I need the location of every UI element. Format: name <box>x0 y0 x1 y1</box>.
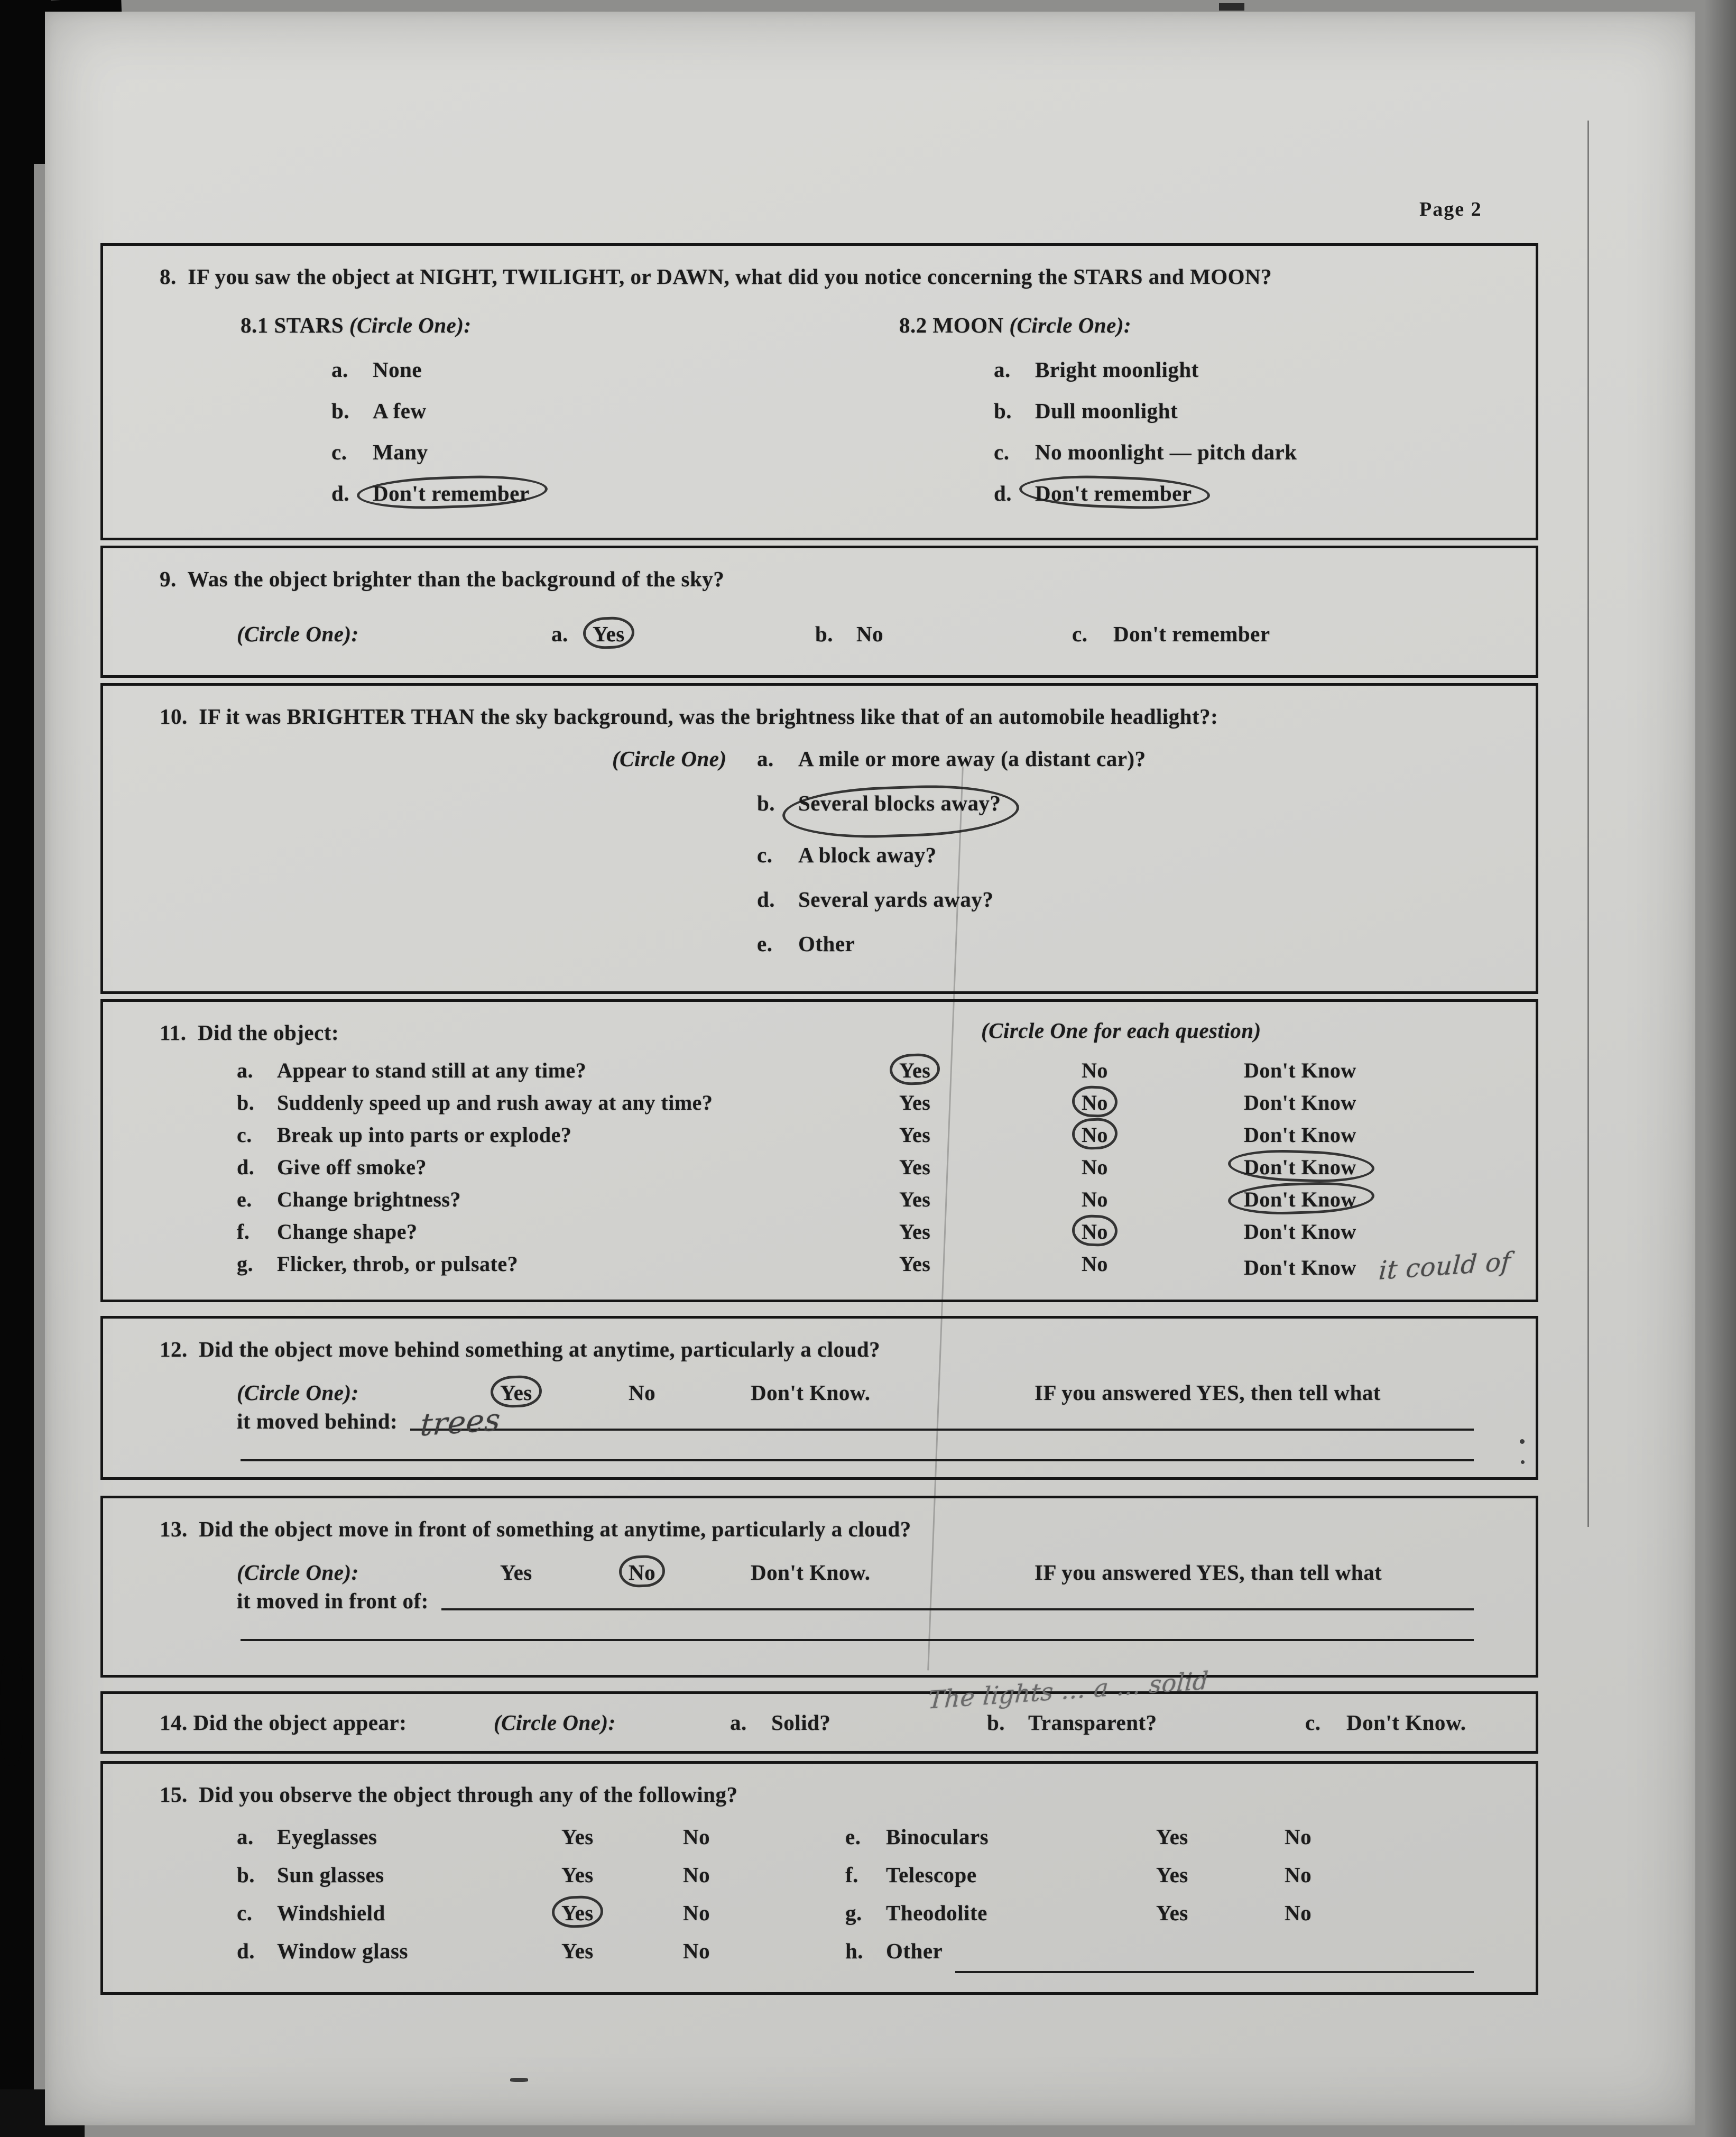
answer-yes <box>899 1058 1082 1090</box>
row-question: Change brightness? <box>277 1187 461 1211</box>
questionnaire-form <box>100 243 1538 1995</box>
option <box>994 439 1515 481</box>
option-label: A mile or more away (a distant car)? <box>798 747 1146 771</box>
circle-one-label: (Circle One): <box>237 622 359 646</box>
row-key: c. <box>237 1901 253 1925</box>
option-label: Bright moonlight <box>1035 357 1199 382</box>
handwritten-answer: trees <box>419 1401 502 1443</box>
table-row <box>124 1938 1515 1976</box>
circle-annotation: No <box>1082 1220 1108 1243</box>
option-label: No moonlight — pitch dark <box>1035 440 1297 464</box>
option-key: b. <box>987 1710 1005 1735</box>
row-key: f. <box>237 1220 250 1243</box>
option <box>331 398 819 439</box>
option-key: a. <box>331 357 348 382</box>
answer-line <box>241 1459 1474 1461</box>
circle-annotation: Don't remember <box>373 481 530 505</box>
question-10-options <box>124 746 1515 975</box>
moon-options <box>899 357 1515 522</box>
answer-dont-know: Don't Know. <box>751 1380 871 1405</box>
answer-line <box>241 1639 1474 1641</box>
answer-no: No <box>683 1863 710 1887</box>
question-13-title: 13. Did the object move in front of something at anytime, particularly a cloud? <box>160 1517 911 1541</box>
row-key: e. <box>845 1825 861 1849</box>
row-key: e. <box>237 1187 252 1211</box>
table-row <box>124 1862 1515 1900</box>
scan-artifact <box>0 0 51 164</box>
answer-dont-know <box>1244 1187 1515 1219</box>
circle-annotation: No <box>1082 1123 1108 1147</box>
row-key: c. <box>237 1123 252 1147</box>
stars-options <box>241 357 819 522</box>
circle-annotation: Yes <box>500 1380 532 1405</box>
paper <box>45 12 1695 2125</box>
prompt-label: it moved behind: <box>237 1409 398 1433</box>
option-key: c. <box>757 843 773 867</box>
answer-dont-know: Don't Know <box>1244 1058 1356 1082</box>
question-12-options <box>124 1380 1515 1405</box>
scan-artifact <box>1219 3 1244 11</box>
option <box>730 1710 987 1735</box>
answer-dont-know <box>1244 1247 1515 1286</box>
answer-dont-know: Don't Know <box>1244 1123 1356 1147</box>
table-row <box>124 1122 1515 1155</box>
answer-yes: Yes <box>561 1863 594 1887</box>
question-11-rows <box>124 1058 1515 1284</box>
option <box>551 621 815 647</box>
row-question: Appear to stand still at any time? <box>277 1058 587 1082</box>
option <box>994 357 1515 398</box>
circle-annotation: Yes <box>561 1901 594 1925</box>
scan-artifact <box>0 0 34 2137</box>
option-key: a. <box>730 1710 747 1735</box>
option-label: Solid? <box>771 1710 831 1735</box>
scan-artifact <box>1704 0 1736 2137</box>
answer-dont-know: Don't Know <box>1244 1220 1356 1243</box>
option-key: b. <box>757 791 775 815</box>
moon-heading-label: 8.2 MOON <box>899 313 1004 337</box>
circle-annotation: Yes <box>593 622 625 646</box>
row-key: d. <box>237 1939 255 1963</box>
option-key: e. <box>757 932 773 956</box>
answer-yes: Yes <box>1156 1863 1188 1887</box>
option <box>612 746 1515 790</box>
answer-dont-know: Don't Know <box>1244 1091 1356 1114</box>
option-key: a. <box>757 747 774 771</box>
answer-label: Don't Know <box>1244 1256 1356 1279</box>
table-row <box>124 1219 1515 1251</box>
option <box>994 481 1515 522</box>
circle-annotation: No <box>629 1560 656 1585</box>
stars-heading-label: 8.1 STARS <box>241 313 344 337</box>
answer-yes: Yes <box>899 1155 931 1179</box>
answer-no: No <box>1082 1187 1108 1211</box>
table-row <box>124 1247 1515 1286</box>
option-key: d. <box>757 887 775 911</box>
option-label: A few <box>373 399 427 423</box>
question-12-box <box>100 1316 1538 1480</box>
option <box>331 481 819 522</box>
answer-yes: Yes <box>899 1187 931 1211</box>
row-label: Windshield <box>277 1901 385 1925</box>
circle-annotation: Don't Know <box>1244 1155 1356 1179</box>
if-yes-instruction: IF you answered YES, then tell what <box>1035 1380 1381 1405</box>
option-label: Transparent? <box>1028 1710 1157 1735</box>
if-yes-instruction: IF you answered YES, than tell what <box>1035 1560 1382 1585</box>
answer-yes: Yes <box>899 1220 931 1243</box>
circle-annotation: Don't Know <box>1244 1187 1356 1211</box>
table-row <box>124 1900 1515 1938</box>
option-label: Don't Know. <box>1346 1710 1466 1735</box>
answer-dont-know <box>1244 1155 1515 1187</box>
option-label: No <box>856 622 884 646</box>
answer-line <box>955 1938 1474 1973</box>
row-question: Break up into parts or explode? <box>277 1123 572 1147</box>
question-10-box <box>100 683 1538 994</box>
answer-dont-know: Don't Know. <box>751 1560 871 1585</box>
option-key: b. <box>815 622 834 646</box>
answer-yes: Yes <box>561 1825 594 1849</box>
question-9-box <box>100 546 1538 678</box>
answer-no: No <box>1285 1863 1312 1887</box>
stars-column <box>124 312 819 522</box>
moon-heading <box>899 312 1515 338</box>
row-key: b. <box>237 1863 255 1887</box>
answer-no: No <box>1082 1058 1108 1082</box>
question-8-box <box>100 243 1538 540</box>
moon-circle-one: (Circle One): <box>1009 313 1132 337</box>
option <box>612 790 1515 835</box>
stars-heading <box>241 312 819 338</box>
answer-yes: Yes <box>561 1939 594 1963</box>
answer-yes <box>561 1900 683 1938</box>
other-field <box>886 1938 1515 1976</box>
option-label: Many <box>373 440 428 464</box>
row-key: a. <box>237 1825 254 1849</box>
question-13-box <box>100 1496 1538 1678</box>
answer-no <box>1082 1219 1244 1251</box>
row-label: Other <box>886 1939 943 1963</box>
row-key: g. <box>845 1901 862 1925</box>
option-label: A block away? <box>798 843 937 867</box>
question-13-prompt <box>124 1588 1515 1614</box>
option-key: d. <box>331 481 350 505</box>
question-8-title: 8. IF you saw the object at NIGHT, TWILIGHT, or DAWN, what did you notice concerning the STARS and MOON? <box>160 264 1272 289</box>
option-label: None <box>373 357 422 382</box>
option <box>612 887 1515 931</box>
answer-yes: Yes <box>500 1560 532 1585</box>
circle-annotation: Several blocks away? <box>798 790 1001 835</box>
answer-no: No <box>629 1380 656 1405</box>
answer-no: No <box>683 1825 710 1849</box>
question-9-title: 9. Was the object brighter than the background of the sky? <box>160 567 725 591</box>
option-label: Dull moonlight <box>1035 399 1178 423</box>
option <box>331 357 819 398</box>
stars-circle-one: (Circle One): <box>349 313 472 337</box>
option <box>1305 1710 1515 1735</box>
question-12-prompt <box>124 1401 1515 1443</box>
answer-no: No <box>1082 1155 1108 1179</box>
scan-artifact <box>1587 121 1589 1527</box>
option <box>815 621 1072 647</box>
option <box>331 439 819 481</box>
question-13-options <box>124 1560 1515 1585</box>
handwritten-note: The lights … a … solid <box>927 1666 1210 1715</box>
row-key: a. <box>237 1058 253 1082</box>
question-10-title: 10. IF it was BRIGHTER THAN the sky background, was the brightness like that of an automobile headlight?: <box>160 704 1218 729</box>
prompt-label: it moved in front of: <box>237 1589 429 1613</box>
row-label: Binoculars <box>886 1825 989 1849</box>
row-key: b. <box>237 1091 255 1114</box>
answer-yes: Yes <box>899 1091 931 1114</box>
answer-no <box>629 1560 751 1585</box>
answer-no: No <box>1285 1825 1312 1849</box>
circle-annotation: No <box>1082 1091 1108 1114</box>
circle-one-label: (Circle One): <box>494 1710 616 1735</box>
option-key: c. <box>994 440 1010 464</box>
answer-line <box>441 1588 1474 1610</box>
option-key: d. <box>994 481 1012 505</box>
row-question: Give off smoke? <box>277 1155 427 1179</box>
row-question: Flicker, throb, or pulsate? <box>277 1252 519 1276</box>
row-question: Change shape? <box>277 1220 418 1243</box>
answer-no <box>1082 1122 1244 1155</box>
circle-annotation: Yes <box>899 1058 931 1082</box>
option-key: a. <box>994 357 1011 382</box>
table-row <box>124 1824 1515 1862</box>
option-key: a. <box>551 622 568 646</box>
option <box>994 398 1515 439</box>
option <box>612 931 1515 975</box>
question-11-box <box>100 999 1538 1302</box>
answer-no: No <box>1285 1901 1312 1925</box>
table-row <box>124 1090 1515 1122</box>
option-key: c. <box>1072 622 1088 646</box>
circle-one-label: (Circle One): <box>237 1560 359 1585</box>
option <box>612 842 1515 887</box>
option <box>987 1710 1305 1735</box>
question-14-line <box>124 1710 1515 1735</box>
row-key: g. <box>237 1252 253 1276</box>
question-15-box <box>100 1761 1538 1995</box>
question-11-header <box>124 1018 1515 1047</box>
row-key: h. <box>845 1939 864 1963</box>
row-label: Sun glasses <box>277 1863 384 1887</box>
table-row <box>124 1058 1515 1090</box>
option-key: c. <box>1305 1710 1321 1735</box>
question-11-title: 11. Did the object: <box>160 1020 339 1045</box>
row-label: Theodolite <box>886 1901 987 1925</box>
question-12-title: 12. Did the object move behind something at anytime, particularly a cloud? <box>160 1337 881 1361</box>
answer-no: No <box>683 1939 710 1963</box>
answer-no: No <box>1082 1252 1108 1276</box>
circle-one-label: (Circle One) <box>612 747 727 771</box>
scan-artifact <box>0 1650 23 1766</box>
table-row <box>124 1187 1515 1219</box>
row-label: Window glass <box>277 1939 408 1963</box>
question-14-box <box>100 1666 1538 1754</box>
circle-one-label: (Circle One): <box>237 1380 359 1405</box>
option-key: b. <box>331 399 350 423</box>
question-14-title: 14. Did the object appear: <box>160 1710 407 1735</box>
handwritten-note: it could of <box>1378 1247 1512 1286</box>
row-key: d. <box>237 1155 255 1179</box>
option-label: Other <box>798 932 855 956</box>
row-label: Telescope <box>886 1863 977 1887</box>
row-key: f. <box>845 1863 858 1887</box>
answer-yes: Yes <box>899 1252 931 1276</box>
option <box>1072 621 1515 647</box>
answer-yes: Yes <box>1156 1825 1188 1849</box>
option-key: c. <box>331 440 347 464</box>
question-15-title: 15. Did you observe the object through any of the following? <box>160 1782 738 1807</box>
answer-yes: Yes <box>1156 1901 1188 1925</box>
row-question: Suddenly speed up and rush away at any time? <box>277 1091 713 1114</box>
page-number: Page 2 <box>1419 198 1482 220</box>
row-label: Eyeglasses <box>277 1825 377 1849</box>
scan-artifact <box>510 2078 528 2082</box>
option-key: b. <box>994 399 1012 423</box>
question-9-options <box>124 621 1515 647</box>
circle-annotation: Don't remember <box>1035 481 1192 505</box>
answer-no <box>1082 1090 1244 1122</box>
question-8-columns <box>124 312 1515 522</box>
question-15-rows <box>124 1824 1515 1976</box>
circle-one-instruction: (Circle One for each question) <box>981 1018 1261 1043</box>
answer-no: No <box>683 1901 710 1925</box>
answer-yes <box>500 1380 629 1405</box>
option-label: Don't remember <box>1113 622 1270 646</box>
moon-column <box>819 312 1515 522</box>
answer-line <box>410 1408 1474 1431</box>
answer-yes: Yes <box>899 1123 931 1147</box>
option-label: Several yards away? <box>798 887 994 911</box>
